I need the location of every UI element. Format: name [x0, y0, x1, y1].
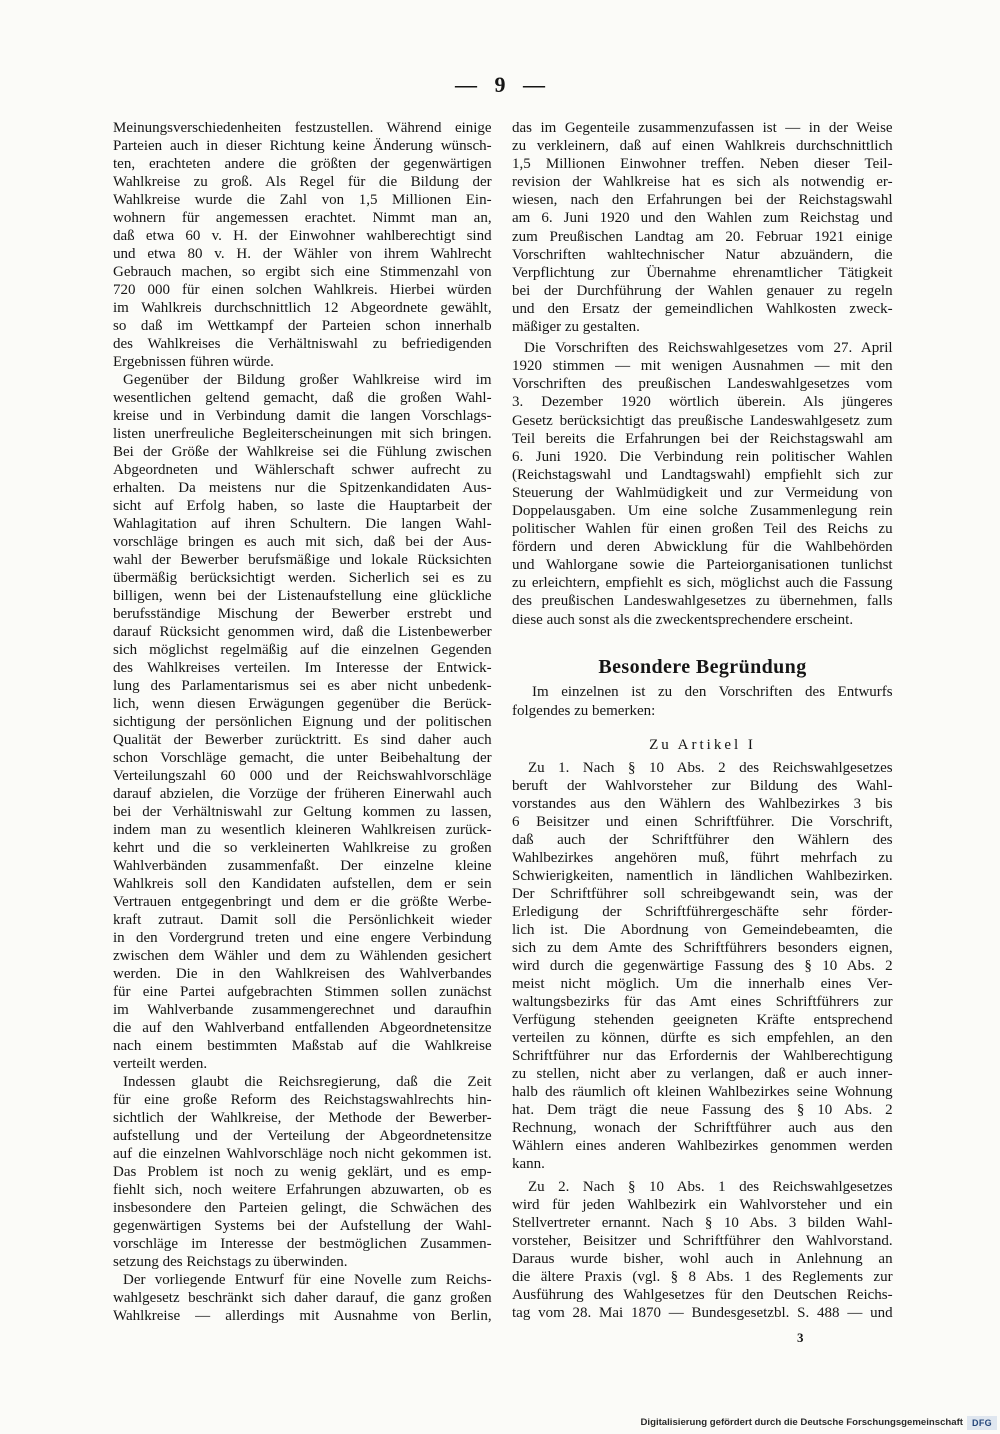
text-line: Der vorliegende Entwurf für eine Novelle zum Reichs-: [123, 1272, 492, 1288]
text-line: wahlgesetz beschränkt sich daher darauf, die ganz großen: [113, 1290, 492, 1306]
text-line: Wahlkreise wurde die Zahl von 1,5 Millionen Ein-: [113, 192, 492, 208]
article-body: [512, 759, 893, 1322]
text-line: in den Vordergrund treten und eine engere Verbindung: [113, 930, 492, 946]
text-line: Verteilungszahl 60 000 und der Reichswahlvorschläge: [113, 768, 492, 784]
text-line: so daß im Wettkampf der Parteien schon innerhalb: [113, 318, 492, 334]
text-line: sich zu dem Amte des Schriftführers besonders eignen,: [512, 940, 893, 956]
text-line: 1920 stimmen — mit wenigen Ausnahmen — mit den: [512, 358, 893, 375]
text-line: bei der Verhältniswahl zur Geltung kommen zu lassen,: [113, 804, 492, 820]
text-line: Meinungsverschiedenheiten festzustellen. Während einige: [113, 120, 492, 136]
text-line: Wahlkreise zu groß. Als Regel für die Bildung der: [113, 174, 492, 190]
text-line: billigen, wenn bei der Listenaufstellung eine glückliche: [113, 588, 492, 604]
text-line: lung des Parlamentarismus sei es aber nicht unbedenk-: [113, 678, 492, 694]
paragraph: [512, 119, 893, 336]
text-line: vorschläge im Interesse der bestmöglichen Zusammen-: [113, 1236, 492, 1252]
text-line: sichtlich der Wahlkreise, der Methode der Bewerber-: [113, 1110, 492, 1126]
text-line: Wahlkreis soll den Kandidaten aufstellen, dem er sein: [113, 876, 492, 892]
text-line: fiehlt sich, noch weitere Erfahrungen abzuwarten, ob es: [113, 1182, 492, 1198]
text-line: Wahlkreise — allerdings mit Ausnahme von Berlin,: [113, 1308, 492, 1324]
text-line: wiesen, nach den Erfahrungen bei der Reichstagswahl: [512, 192, 893, 209]
text-line: Verpflichtung zur Übernahme ehrenamtlicher Tätigkeit: [512, 264, 893, 281]
text-line: des Wahlkreises die Verhältniswahl zu befriedigenden: [113, 336, 492, 352]
text-line: 6. Juni 1920. Die Verbindung rein politischer Wahlen: [512, 448, 893, 465]
text-line: nach einem bestimmten Maßstab auf die Wahlkreise: [113, 1038, 492, 1054]
text-line: (Reichstagswahl und Landtagswahl) empfiehlt sich zur: [512, 466, 893, 483]
text-line: erhalten. Da meistens nur die Spitzenkandidaten Aus-: [113, 480, 492, 496]
text-line: Gebrauch machen, so ergibt sich eine Stimmenzahl von: [113, 264, 492, 280]
text-line: aufstellung und der Verteilung der Abgeordnetensitze: [113, 1128, 492, 1144]
text-line: hat. Dem trägt die neue Fassung des § 10 Abs. 2: [512, 1102, 893, 1118]
text-line: kann.: [512, 1156, 545, 1172]
text-line: Wählern eines anderen Wahlbezirkes genommen werden: [512, 1138, 893, 1154]
text-line: halb des räumlich oft kleinen Wahlbezirkes seine Wohnung: [512, 1084, 893, 1100]
text-line: vorsteher, Beisitzer und Schriftführer den Wahlvorstand.: [512, 1233, 893, 1249]
text-line: berufsständige Mischung der Bewerber erstrebt und: [113, 606, 492, 622]
text-line: insbesondere den Parteien gelingt, die Schwächen des: [113, 1200, 492, 1216]
text-line: folgendes zu bemerken:: [512, 703, 656, 719]
text-line: Ausführung des Wahlgesetzes für den Deutschen Reichs-: [512, 1287, 893, 1303]
text-line: sichtigung der persönlichen Eignung und der politischen: [113, 714, 492, 730]
left-column: [113, 119, 492, 1325]
text-line: Der Schriftführer soll schreibgewandt sein, was der: [512, 886, 893, 902]
text-line: darauf abzielen, die Vorzüge der früheren Einerwahl auch: [113, 786, 492, 802]
text-line: sich möglichst regelmäßig auf die einzelnen Gegenden: [113, 642, 492, 658]
text-line: Verfügung stehenden geeigneten Kräfte entsprechend: [512, 1012, 893, 1028]
text-line: auf die einzelnen Wahlvorschläge noch nicht gekommen ist.: [113, 1146, 492, 1162]
text-line: kreise und in Verbindung damit die langen Vorschlags-: [113, 408, 492, 424]
text-line: die ältere Praxis (vgl. § 8 Abs. 1 des Reglements zur: [512, 1269, 893, 1285]
text-line: zu erleichtern, empfiehlt es sich, möglichst auch die Fassung: [512, 575, 893, 592]
text-line: vorstandes aus den Wählern des Wahlbezirkes 3 bis: [512, 796, 893, 812]
text-line: sicht auf Erfolg haben, so laste die Hauptarbeit der: [113, 498, 492, 514]
text-line: Vertrauen entgegenbringt und dem er die größte Werbe-: [113, 894, 492, 910]
text-line: zu verkleinern, daß auf einen Wahlkreis durchschnittlich: [512, 138, 893, 155]
text-line: Wahlbezirkes angehören muß, führt mehrfach zu: [512, 850, 893, 866]
text-line: Erledigung der Schriftführergeschäfte sehr förder-: [512, 904, 893, 920]
text-line: Qualität der Bewerber zurücktritt. Es sind daher auch: [113, 732, 492, 748]
paragraph: [113, 1271, 492, 1325]
text-line: zwischen dem Wähler und dem zu Wählenden gesichert: [113, 948, 492, 964]
text-line: meist nicht möglich. Um die innerhalb eines Ver-: [512, 976, 893, 992]
text-line: mäßiger zu gestalten.: [512, 319, 640, 336]
text-line: die auf den Wahlverband entfallenden Abgeordnetensitze: [113, 1020, 492, 1036]
text-line: Steuerung der Wahlmüdigkeit und zur Vermeidung von: [512, 484, 893, 501]
text-line: wahl der Bewerber berufsmäßige und lokale Rücksichten: [113, 552, 492, 568]
text-line: verteilt werden.: [113, 1056, 208, 1072]
paragraph: [512, 759, 893, 1173]
text-line: wird durch die gegenwärtige Fassung des § 10 Abs. 2: [512, 958, 893, 974]
text-line: verteilen zu können, dürfte es sich empfehlen, an den: [512, 1030, 893, 1046]
text-line: daß auch der Schriftführer den Wählern des: [512, 832, 893, 848]
text-line: Daraus wurde bisher, wohl auch in Anlehnung an: [512, 1251, 893, 1267]
text-line: indem man zu wesentlich kleineren Wahlkreisen zurück-: [113, 822, 492, 838]
text-line: vorschläge bringen es auch mit sich, daß bei der Aus-: [113, 534, 492, 550]
section-heading: Besondere Begründung: [598, 656, 807, 678]
text-line: Zu 2. Nach § 10 Abs. 1 des Reichswahlgesetzes: [528, 1179, 893, 1195]
text-line: im Wahlkreis durchschnittlich 12 Abgeordnete gewählt,: [113, 300, 492, 316]
text-line: Schriftführer nur das Erfordernis der Wahlberechtigung: [512, 1048, 893, 1064]
paragraph: [113, 1073, 492, 1271]
text-line: übermäßig berücksichtigt werden. Sicherlich sei es zu: [113, 570, 492, 586]
text-line: gegenwärtigen Systems bei der Aufstellung der Wahl-: [113, 1218, 492, 1234]
text-line: revision der Wahlkreise hat es sich als notwendig er-: [512, 174, 893, 191]
text-line: wesentlichen geltend gemacht, daß die großen Wahl-: [113, 390, 492, 406]
paragraph: [113, 371, 492, 1073]
paragraph: [512, 1178, 893, 1322]
text-line: Gesetz berücksichtigt das preußische Landeswahlgesetz zum: [512, 412, 893, 429]
text-line: zum Preußischen Landtag am 20. Februar 1921 einige: [512, 228, 893, 245]
text-line: Indessen glaubt die Reichsregierung, daß die Zeit: [123, 1074, 492, 1090]
text-line: diese auch sonst als die zweckentsprechendere erscheint.: [512, 611, 854, 628]
page-number: — 9 —: [455, 72, 545, 97]
text-line: politischer Wahlen für einen großen Teil des Reichs zu: [512, 521, 893, 538]
text-line: Bei der Größe der Wahlkreise sei die Fühlung zwischen: [113, 444, 492, 460]
text-line: Doppelausgaben. Um eine solche Zusammenlegung rein: [512, 502, 893, 519]
text-line: Wahlverbänden zusammenfaßt. Der einzelne kleine: [113, 858, 492, 874]
section-intro: [512, 683, 893, 721]
text-line: Parteien auch in dieser Richtung keine Änderung wünsch-: [113, 138, 492, 154]
text-line: des Wahlkreises verteilen. Im Interesse der Entwick-: [113, 660, 492, 676]
text-line: zu stellen, nicht aber zu verlangen, daß er auch inner-: [512, 1066, 893, 1082]
text-line: am 6. Juni 1920 und den Wahlen zum Reichstag und: [512, 210, 893, 227]
paragraph: [512, 683, 893, 721]
text-line: kehrt und die so verkleinerten Wahlkreise zu großen: [113, 840, 492, 856]
signature-mark: 3: [797, 1330, 804, 1345]
text-line: Zu 1. Nach § 10 Abs. 2 des Reichswahlgesetzes: [528, 760, 893, 776]
right-column: [512, 119, 893, 629]
text-line: wird für jeden Wahlbezirk ein Wahlvorsteher und ein: [512, 1197, 893, 1213]
text-line: lich, wenn diesen Erwägungen gegenüber die Berück-: [113, 696, 492, 712]
text-line: bei der Durchführung der Wahlen genauer zu regeln: [512, 282, 893, 299]
text-line: Vorschriften wahltechnischer Natur abzuändern, die: [512, 246, 893, 263]
text-line: kraft zutraut. Damit soll die Persönlichkeit wieder: [113, 912, 492, 928]
text-line: für eine große Reform des Reichstagswahlrechts hin-: [113, 1092, 492, 1108]
text-line: Die Vorschriften des Reichswahlgesetzes vom 27. April: [524, 340, 893, 357]
digitization-note: Digitalisierung gefördert durch die Deutsche Forschungsgemeinschaft: [640, 1417, 963, 1428]
text-line: Das Problem ist noch zu wenig geklärt, und es emp-: [113, 1164, 492, 1180]
text-line: tag vom 28. Mai 1870 — Bundesgesetzbl. S. 488 — und: [512, 1305, 893, 1321]
text-line: Im einzelnen ist zu den Vorschriften des Entwurfs: [532, 684, 893, 700]
text-line: darauf Rücksicht genommen wird, daß die Listenbewerber: [113, 624, 492, 640]
text-line: Rechnung, wonach der Schriftführer auch aus den: [512, 1120, 893, 1136]
text-line: listen unerfreuliche Begleiterscheinungen mit sich bringen.: [113, 426, 492, 442]
text-line: und etwa 80 v. H. der Wähler von ihrem Wahlrecht: [113, 246, 492, 262]
text-line: Wahlagitation auf ihren Schultern. Die langen Wahl-: [113, 516, 492, 532]
text-line: daß etwa 60 v. H. der Einwohner wahlberechtigt sind: [113, 228, 492, 244]
text-line: 6 Beisitzer und einen Schriftführer. Die Vorschrift,: [512, 814, 893, 830]
article-heading: Zu Artikel I: [649, 737, 756, 753]
dfg-logo: DFG: [967, 1416, 997, 1430]
paragraph: [113, 119, 492, 371]
text-line: setzung des Reichstags zu überwinden.: [113, 1254, 348, 1270]
text-line: im Wahlverbande zusammengerechnet und daraufhin: [113, 1002, 492, 1018]
text-line: und den Ersatz der gemeindlichen Wahlkosten zweck-: [512, 300, 893, 317]
text-line: waltungsbezirks für das Amt eines Schriftführers zur: [512, 994, 893, 1010]
text-line: des preußischen Landeswahlgesetzes zu übernehmen, falls: [512, 593, 893, 610]
text-line: wohnern für angemessen erachtet. Nimmt man an,: [113, 210, 492, 226]
text-line: Stellvertreter ernannt. Nach § 10 Abs. 3 bilden Wahl-: [512, 1215, 893, 1231]
text-line: schon Vorschläge gemacht, die unter Beibehaltung der: [113, 750, 492, 766]
text-line: fördern und deren Abwicklung für die Wahlbehörden: [512, 539, 893, 556]
text-line: 3. Dezember 1920 wörtlich überein. Als jüngeres: [512, 394, 893, 411]
text-line: werden. Die in den Wahlkreisen des Wahlverbandes: [113, 966, 492, 982]
text-line: Ergebnissen führen würde.: [113, 354, 274, 370]
text-line: lich ist. Die Abordnung von Gemeindebeamten, die: [512, 922, 893, 938]
text-line: 1,5 Millionen Einwohner treffen. Neben dieser Teil-: [512, 156, 893, 173]
text-line: Vorschriften des preußischen Landeswahlgesetzes vom: [512, 376, 893, 393]
text-line: Abgeordneten und Wählerschaft schwer aufrecht zu: [113, 462, 492, 478]
text-line: beruft der Wahlvorsteher zur Bildung des Wahl-: [512, 778, 893, 794]
text-line: Schwierigkeiten, namentlich in ländlichen Wahlbezirken.: [512, 868, 893, 884]
paragraph: [512, 339, 893, 629]
text-line: das im Gegenteile zusammenzufassen ist — in der Weise: [512, 120, 893, 136]
text-line: und Wahlorgane sowie die Parteiorganisationen tunlichst: [512, 557, 893, 574]
text-line: 720 000 für einen solchen Wahlkreis. Hierbei würden: [113, 282, 492, 298]
text-line: ten, erachteten andere die größten der gegenwärtigen: [113, 156, 492, 172]
text-line: für eine Partei aufgebrachten Stimmen sollen zunächst: [113, 984, 492, 1000]
text-line: Gegenüber der Bildung großer Wahlkreise wird im: [123, 372, 492, 388]
text-line: Teil bereits die Erfahrungen bei der Reichstagswahl am: [512, 430, 893, 447]
